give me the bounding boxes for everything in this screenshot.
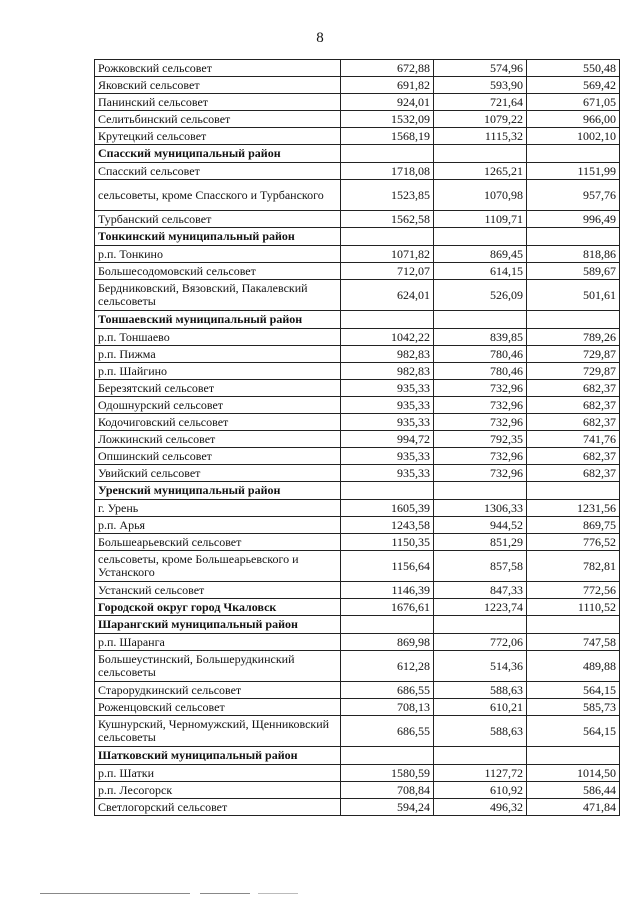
settlement-name: Старорудкинский сельсовет: [95, 682, 341, 699]
value-col-1: 935,33: [341, 465, 434, 482]
value-col-2: 944,52: [434, 517, 527, 534]
district-name: Тоншаевский муниципальный район: [95, 311, 341, 329]
value-col-2: 857,58: [434, 551, 527, 582]
value-col-2: 792,35: [434, 431, 527, 448]
settlement-name: Спасский сельсовет: [95, 163, 341, 180]
settlement-name: р.п. Шайгино: [95, 363, 341, 380]
value-col-1: 1150,35: [341, 534, 434, 551]
value-col-1: 935,33: [341, 448, 434, 465]
district-header-row: [95, 311, 620, 329]
value-col-1: 686,55: [341, 682, 434, 699]
tariff-table-body: [95, 60, 620, 816]
table-row: [95, 517, 620, 534]
value-col-2: 732,96: [434, 465, 527, 482]
settlement-name: Роженцовский сельсовет: [95, 699, 341, 716]
district-header-row: [95, 228, 620, 246]
table-row: [95, 534, 620, 551]
empty-cell: [341, 747, 434, 765]
value-col-1: 935,33: [341, 414, 434, 431]
value-col-1: 686,55: [341, 716, 434, 747]
empty-cell: [434, 145, 527, 163]
value-col-1: 869,98: [341, 634, 434, 651]
table-row: [95, 380, 620, 397]
value-col-1: 712,07: [341, 263, 434, 280]
value-col-1: 1568,19: [341, 128, 434, 145]
value-col-3: 747,58: [527, 634, 620, 651]
table-row: [95, 465, 620, 482]
empty-cell: [434, 482, 527, 500]
value-col-1: 935,33: [341, 380, 434, 397]
value-col-3: 1014,50: [527, 765, 620, 782]
value-col-1: 1718,08: [341, 163, 434, 180]
empty-cell: [341, 616, 434, 634]
value-col-1: 672,88: [341, 60, 434, 77]
settlement-name: сельсоветы, кроме Большеарьевского и Устанского: [95, 551, 341, 582]
value-col-3: 741,76: [527, 431, 620, 448]
value-col-1: 982,83: [341, 346, 434, 363]
settlement-name: сельсоветы, кроме Спасского и Турбанского: [95, 180, 341, 211]
district-header-row: [95, 747, 620, 765]
table-row: [95, 280, 620, 311]
value-col-3: 869,75: [527, 517, 620, 534]
value-col-1: 1605,39: [341, 500, 434, 517]
value-col-2: 780,46: [434, 346, 527, 363]
settlement-name: Бердниковский, Вязовский, Пакалевский сельсоветы: [95, 280, 341, 311]
settlement-name: Ложкинский сельсовет: [95, 431, 341, 448]
district-header-row: [95, 145, 620, 163]
value-col-2: 721,64: [434, 94, 527, 111]
settlement-name: р.п. Шаранга: [95, 634, 341, 651]
settlement-name: Городской округ город Чкаловск: [95, 599, 341, 616]
value-col-1: 1146,39: [341, 582, 434, 599]
empty-cell: [341, 482, 434, 500]
tariff-table: [94, 59, 620, 816]
settlement-name: р.п. Лесогорск: [95, 782, 341, 799]
district-name: Тонкинский муниципальный район: [95, 228, 341, 246]
table-row: [95, 246, 620, 263]
value-col-2: 1265,21: [434, 163, 527, 180]
settlement-name: Большесодомовский сельсовет: [95, 263, 341, 280]
settlement-name: Одошнурский сельсовет: [95, 397, 341, 414]
value-col-3: 585,73: [527, 699, 620, 716]
table-row: [95, 448, 620, 465]
table-row: [95, 397, 620, 414]
empty-cell: [434, 311, 527, 329]
value-col-1: 708,84: [341, 782, 434, 799]
table-row: [95, 599, 620, 616]
empty-cell: [527, 228, 620, 246]
empty-cell: [527, 616, 620, 634]
value-col-3: 1002,10: [527, 128, 620, 145]
settlement-name: Увийский сельсовет: [95, 465, 341, 482]
value-col-1: 994,72: [341, 431, 434, 448]
settlement-name: р.п. Пижма: [95, 346, 341, 363]
settlement-name: Березятский сельсовет: [95, 380, 341, 397]
settlement-name: Яковский сельсовет: [95, 77, 341, 94]
empty-cell: [341, 145, 434, 163]
value-col-1: 1156,64: [341, 551, 434, 582]
table-row: [95, 94, 620, 111]
settlement-name: Селитьбинский сельсовет: [95, 111, 341, 128]
value-col-2: 851,29: [434, 534, 527, 551]
empty-cell: [527, 482, 620, 500]
table-row: [95, 782, 620, 799]
district-name: Уренский муниципальный район: [95, 482, 341, 500]
value-col-2: 496,32: [434, 799, 527, 816]
value-col-3: 501,61: [527, 280, 620, 311]
table-row: [95, 651, 620, 682]
value-col-2: 732,96: [434, 397, 527, 414]
value-col-1: 1532,09: [341, 111, 434, 128]
value-col-2: 1306,33: [434, 500, 527, 517]
value-col-2: 780,46: [434, 363, 527, 380]
empty-cell: [434, 747, 527, 765]
value-col-1: 1523,85: [341, 180, 434, 211]
value-col-2: 1115,32: [434, 128, 527, 145]
value-col-1: 935,33: [341, 397, 434, 414]
empty-cell: [341, 311, 434, 329]
value-col-2: 1127,72: [434, 765, 527, 782]
value-col-3: 550,48: [527, 60, 620, 77]
page-number: 8: [316, 30, 324, 46]
empty-cell: [527, 747, 620, 765]
table-row: [95, 414, 620, 431]
value-col-3: 569,42: [527, 77, 620, 94]
value-col-1: 708,13: [341, 699, 434, 716]
settlement-name: р.п. Тоншаево: [95, 329, 341, 346]
value-col-1: 1676,61: [341, 599, 434, 616]
table-row: [95, 363, 620, 380]
empty-cell: [527, 311, 620, 329]
settlement-name: Турбанский сельсовет: [95, 211, 341, 228]
scan-artifact-line: [258, 893, 298, 894]
value-col-1: 1042,22: [341, 329, 434, 346]
value-col-3: 682,37: [527, 448, 620, 465]
district-header-row: [95, 616, 620, 634]
settlement-name: р.п. Шатки: [95, 765, 341, 782]
value-col-3: 818,86: [527, 246, 620, 263]
value-col-1: 691,82: [341, 77, 434, 94]
table-row: [95, 634, 620, 651]
table-row: [95, 799, 620, 816]
table-row: [95, 163, 620, 180]
value-col-2: 732,96: [434, 380, 527, 397]
settlement-name: Опшинский сельсовет: [95, 448, 341, 465]
value-col-3: 564,15: [527, 682, 620, 699]
scan-artifact-line: [200, 893, 250, 894]
value-col-3: 471,84: [527, 799, 620, 816]
settlement-name: Панинский сельсовет: [95, 94, 341, 111]
table-row: [95, 582, 620, 599]
value-col-2: 732,96: [434, 414, 527, 431]
empty-cell: [434, 228, 527, 246]
table-row: [95, 128, 620, 145]
table-row: [95, 77, 620, 94]
value-col-3: 1231,56: [527, 500, 620, 517]
value-col-3: 589,67: [527, 263, 620, 280]
settlement-name: г. Урень: [95, 500, 341, 517]
table-row: [95, 765, 620, 782]
value-col-1: 612,28: [341, 651, 434, 682]
value-col-3: 671,05: [527, 94, 620, 111]
table-row: [95, 180, 620, 211]
empty-cell: [434, 616, 527, 634]
settlement-name: Крутецкий сельсовет: [95, 128, 341, 145]
value-col-3: 489,88: [527, 651, 620, 682]
table-row: [95, 111, 620, 128]
value-col-2: 732,96: [434, 448, 527, 465]
value-col-3: 957,76: [527, 180, 620, 211]
settlement-name: Рожковский сельсовет: [95, 60, 341, 77]
table-row: [95, 211, 620, 228]
value-col-3: 682,37: [527, 380, 620, 397]
value-col-2: 614,15: [434, 263, 527, 280]
value-col-2: 610,92: [434, 782, 527, 799]
value-col-2: 593,90: [434, 77, 527, 94]
table-row: [95, 329, 620, 346]
value-col-1: 1562,58: [341, 211, 434, 228]
scan-artifact-line: [40, 893, 190, 894]
table-row: [95, 682, 620, 699]
value-col-2: 610,21: [434, 699, 527, 716]
value-col-3: 776,52: [527, 534, 620, 551]
settlement-name: Большеустинский, Большерудкинский сельсоветы: [95, 651, 341, 682]
table-row: [95, 500, 620, 517]
settlement-name: р.п. Арья: [95, 517, 341, 534]
table-row: [95, 551, 620, 582]
value-col-3: 782,81: [527, 551, 620, 582]
value-col-3: 586,44: [527, 782, 620, 799]
value-col-2: 588,63: [434, 682, 527, 699]
value-col-2: 1070,98: [434, 180, 527, 211]
settlement-name: Светлогорский сельсовет: [95, 799, 341, 816]
value-col-1: 982,83: [341, 363, 434, 380]
value-col-2: 514,36: [434, 651, 527, 682]
district-name: Шатковский муниципальный район: [95, 747, 341, 765]
value-col-3: 996,49: [527, 211, 620, 228]
table-row: [95, 431, 620, 448]
empty-cell: [341, 228, 434, 246]
value-col-1: 594,24: [341, 799, 434, 816]
value-col-1: 1580,59: [341, 765, 434, 782]
value-col-1: 1071,82: [341, 246, 434, 263]
table-row: [95, 346, 620, 363]
value-col-3: 1151,99: [527, 163, 620, 180]
district-name: Шарангский муниципальный район: [95, 616, 341, 634]
value-col-2: 1079,22: [434, 111, 527, 128]
settlement-name: Кушнурский, Черномужский, Щенниковский сельсоветы: [95, 716, 341, 747]
value-col-1: 624,01: [341, 280, 434, 311]
value-col-3: 789,26: [527, 329, 620, 346]
value-col-2: 772,06: [434, 634, 527, 651]
value-col-1: 1243,58: [341, 517, 434, 534]
table-row: [95, 699, 620, 716]
value-col-3: 729,87: [527, 346, 620, 363]
settlement-name: Кодочиговский сельсовет: [95, 414, 341, 431]
value-col-1: 924,01: [341, 94, 434, 111]
table-row: [95, 263, 620, 280]
district-header-row: [95, 482, 620, 500]
settlement-name: р.п. Тонкино: [95, 246, 341, 263]
value-col-3: 682,37: [527, 465, 620, 482]
value-col-3: 682,37: [527, 414, 620, 431]
value-col-2: 1109,71: [434, 211, 527, 228]
value-col-3: 966,00: [527, 111, 620, 128]
value-col-2: 839,85: [434, 329, 527, 346]
value-col-2: 588,63: [434, 716, 527, 747]
value-col-3: 682,37: [527, 397, 620, 414]
value-col-3: 1110,52: [527, 599, 620, 616]
table-row: [95, 716, 620, 747]
settlement-name: Устанский сельсовет: [95, 582, 341, 599]
value-col-3: 729,87: [527, 363, 620, 380]
value-col-2: 1223,74: [434, 599, 527, 616]
value-col-2: 526,09: [434, 280, 527, 311]
district-name: Спасский муниципальный район: [95, 145, 341, 163]
value-col-2: 574,96: [434, 60, 527, 77]
value-col-3: 564,15: [527, 716, 620, 747]
settlement-name: Большеарьевский сельсовет: [95, 534, 341, 551]
value-col-2: 869,45: [434, 246, 527, 263]
value-col-3: 772,56: [527, 582, 620, 599]
value-col-2: 847,33: [434, 582, 527, 599]
table-row: [95, 60, 620, 77]
empty-cell: [527, 145, 620, 163]
